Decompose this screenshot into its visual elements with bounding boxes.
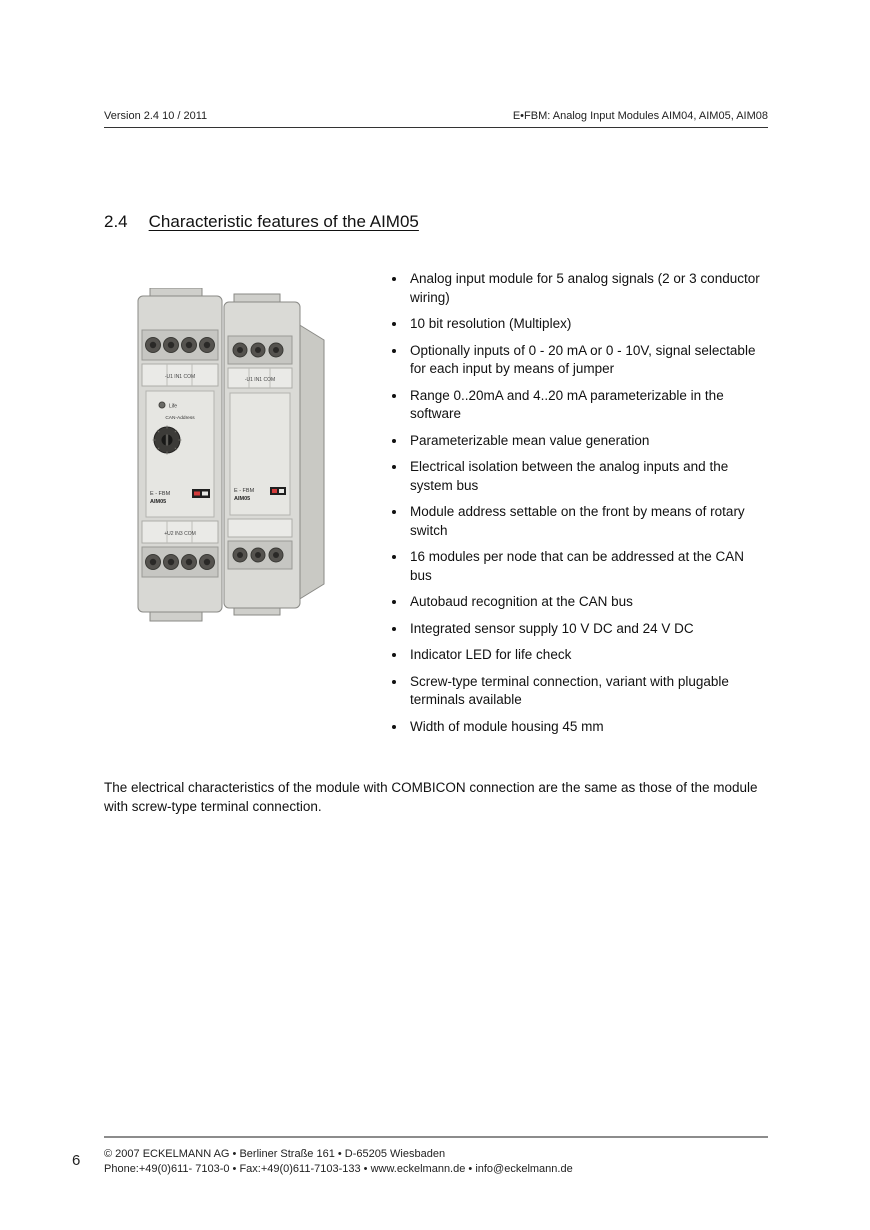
life-led [159, 402, 177, 410]
body-paragraph: The electrical characteristics of the module with COMBICON connection are the same as those of the module with screw-type terminal connection. [104, 780, 758, 814]
module-photo [136, 288, 340, 622]
module-name-label: AIM05 [234, 496, 251, 502]
page-title: Characteristic features of the AIM05 [148, 212, 419, 231]
module-figure [136, 288, 340, 622]
header-document-title: E•FBM: Analog Input Modules AIM04, AIM05, AIM08 [512, 110, 768, 122]
feature-item: • Electrical isolation between the analog inputs and the system bus [407, 458, 768, 495]
page-number: 6 [72, 1152, 81, 1169]
feature-item: • Module address settable on the front by means of rotary switch [407, 503, 768, 540]
led-label: Life [169, 403, 178, 410]
feature-item: • Optionally inputs of 0 - 20 mA or 0 - 10V, signal selectable for each input by means of jumper [407, 342, 768, 379]
footer-address-line: © 2007 ECKELMANN AG • Berliner Straße 161 • D-65205 Wiesbaden [104, 1148, 446, 1160]
feature-list [386, 270, 768, 744]
terminal-label-top: -U1 IN1 COM [244, 377, 276, 383]
feature-item: • Analog input module for 5 analog signals (2 or 3 conductor wiring) [407, 270, 768, 307]
footer-rule [104, 1136, 768, 1138]
footer-text [104, 1147, 573, 1177]
terminal-screws-top [233, 343, 283, 357]
feature-item: • Integrated sensor supply 10 V DC and 24 V DC [407, 620, 768, 639]
header-version: Version 2.4 10 / 2011 [104, 110, 208, 122]
brand-logo [192, 489, 210, 498]
module-type-label: E - FBM [234, 488, 255, 494]
module-left [138, 288, 222, 621]
module-type-label: E - FBM [150, 491, 171, 497]
section-heading [104, 212, 419, 232]
module-name-label: AIM05 [150, 499, 167, 505]
brand-logo [270, 487, 286, 495]
terminal-label-bottom: +U2 IN3 COM [164, 531, 196, 537]
terminal-screws-bottom [233, 548, 283, 562]
terminal-label-top: -U1 IN1 COM [164, 374, 196, 380]
feature-item: • 10 bit resolution (Multiplex) [407, 315, 768, 334]
feature-item: • Screw-type terminal connection, variant with plugable terminals available [407, 673, 768, 710]
section-number: 2.4 [104, 212, 128, 231]
feature-item: • Autobaud recognition at the CAN bus [407, 593, 768, 612]
feature-item: • Indicator LED for life check [407, 646, 768, 665]
module-right [224, 294, 324, 615]
header-rule [104, 127, 768, 128]
feature-item: • 16 modules per node that can be addressed at the CAN bus [407, 548, 768, 585]
feature-item: • Width of module housing 45 mm [407, 718, 768, 737]
feature-item: • Parameterizable mean value generation [407, 432, 768, 451]
feature-item: • Range 0..20mA and 4..20 mA parameterizable in the software [407, 387, 768, 424]
rotary-switch-label: CAN-Address [165, 416, 195, 421]
footer-contact-line: Phone:+49(0)611- 7103-0 • Fax:+49(0)611-7103-133 • www.eckelmann.de • info@eckelmann.de [104, 1163, 573, 1175]
